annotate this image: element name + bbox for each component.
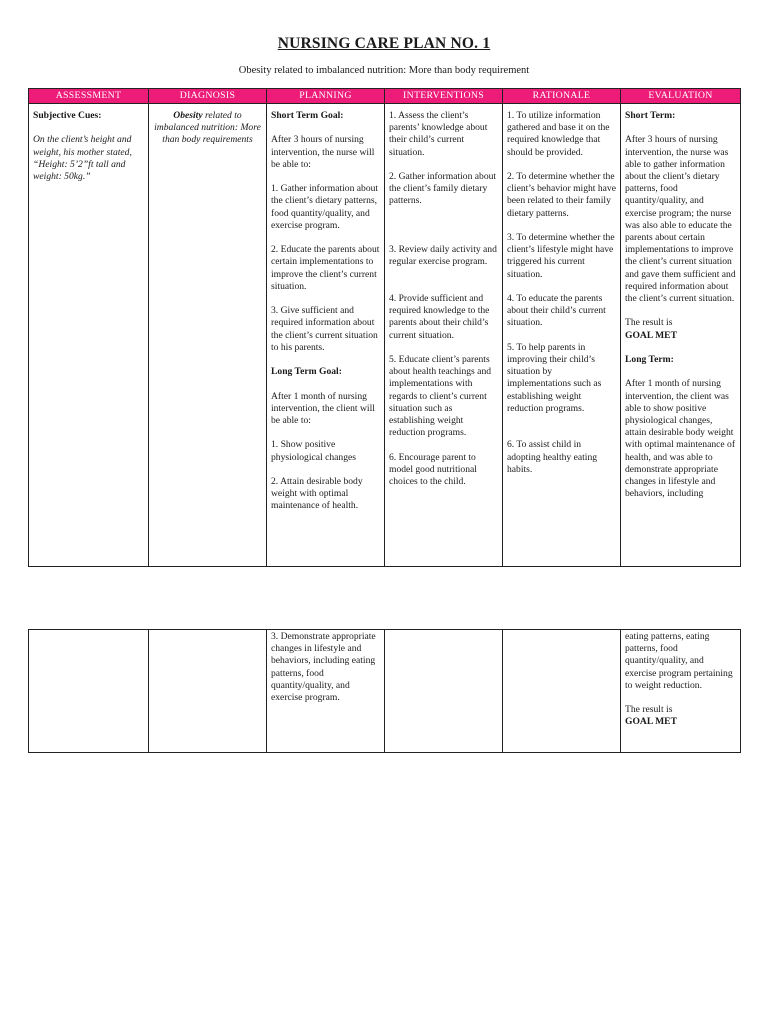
intervention-item: 4. Provide sufficient and required knowledge to the parents about their child’s current situation. <box>389 292 490 341</box>
header-interventions: INTERVENTIONS <box>385 89 503 104</box>
goal-met-label: GOAL MET <box>625 716 677 728</box>
short-term-goal-intro: After 3 hours of nursing intervention, the nurse will be able to: <box>271 134 375 170</box>
table-row <box>29 630 741 753</box>
planning-item: 2. Educate the parents about certain implementations to improve the client’s current situation. <box>271 244 380 292</box>
rationale-item: 6. To assist child in adopting healthy eating habits. <box>507 439 598 475</box>
short-term-goal-heading: Short Term Goal: <box>271 110 344 121</box>
result-label: The result is <box>625 704 673 716</box>
planning-cell <box>267 104 385 567</box>
diagnosis-term: Obesity <box>173 110 203 121</box>
short-term-evaluation: After 3 hours of nursing intervention, the nurse was able to gather information about the client’s dietary patterns, food quantity/quality, and exercise program; the nurse was also able to educate the parents about certain implementations to improve the client’s current situation and gave them sufficient and required information about the client’s current situation. <box>625 134 736 305</box>
document-subtitle: Obesity related to imbalanced nutrition: More than body requirement <box>238 65 530 76</box>
table-row <box>29 104 741 567</box>
rationale-item: 1. To utilize information gathered and base it on the required knowledge that should be provided. <box>507 110 610 158</box>
header-rationale: RATIONALE <box>503 89 621 104</box>
long-term-goal-intro: After 1 month of nursing intervention, the client will be able to: <box>271 390 375 426</box>
header-planning: PLANNING <box>267 89 385 104</box>
interventions-cell <box>385 104 503 567</box>
intervention-item: 6. Encourage parent to model good nutritional choices to the child. <box>389 451 477 487</box>
diagnosis-cell-continued <box>149 630 267 753</box>
header-row <box>29 89 741 104</box>
header-assessment: ASSESSMENT <box>29 89 149 104</box>
rationale-item: 3. To determine whether the client’s lifestyle might have triggered his current situation. <box>507 232 615 280</box>
assessment-cell <box>29 104 149 567</box>
rationale-item: 4. To educate the parents about their child’s current situation. <box>507 293 606 329</box>
planning-cell-continued <box>267 630 385 753</box>
intervention-item: 2. Gather information about the client’s family dietary patterns. <box>389 171 497 207</box>
long-term-goal-heading: Long Term Goal: <box>271 366 342 378</box>
result-label: The result is <box>625 317 673 329</box>
long-term-evaluation: After 1 month of nursing intervention, the client was able to show positive physiological changes, attain desirable body weight with optimal maintenance of health, and was able to demonstrate appropriate changes in lifestyle and behaviors, including <box>625 378 736 500</box>
assessment-cell-continued <box>29 630 149 753</box>
care-plan-table <box>28 88 741 567</box>
diagnosis-text: related to imbalanced nutrition: More than body requirements <box>154 110 261 146</box>
subjective-cue-text: On the client’s height and weight, his mother stated, “Height: 5’2”ft tall and weight: 50kg.” <box>33 134 132 182</box>
planning-item: 1. Show positive physiological changes <box>271 439 356 463</box>
rationale-cell <box>503 104 621 567</box>
evaluation-cell-continued <box>621 630 741 753</box>
document-title: NURSING CARE PLAN NO. 1 <box>277 35 491 52</box>
rationale-item: 2. To determine whether the client’s behavior might have been related to their family dietary patterns. <box>507 171 616 219</box>
planning-item: 3. Demonstrate appropriate changes in lifestyle and behaviors, including eating patterns, food quantity/quality, and exercise program. <box>271 631 376 704</box>
planning-item: 1. Gather information about the client’s dietary patterns, food quantity/quality, and exercise program. <box>271 183 379 231</box>
intervention-item: 1. Assess the client’s parents’ knowledge about their child’s current situation. <box>389 110 488 158</box>
header-diagnosis: DIAGNOSIS <box>149 89 267 104</box>
diagnosis-cell <box>149 104 267 567</box>
intervention-item: 3. Review daily activity and regular exercise program. <box>389 244 497 268</box>
short-term-heading: Short Term: <box>625 110 676 121</box>
planning-item: 2. Attain desirable body weight with optimal maintenance of health. <box>271 475 363 512</box>
long-term-evaluation-continued: eating patterns, eating patterns, food quantity/quality, and exercise program pertaining to weight reduction. <box>625 631 733 691</box>
evaluation-cell <box>621 104 741 567</box>
subjective-cues-heading: Subjective Cues: <box>33 110 102 121</box>
goal-met-label: GOAL MET <box>625 329 677 341</box>
care-plan-table-continued <box>28 629 741 753</box>
rationale-cell-continued <box>503 630 621 753</box>
intervention-item: 5. Educate client’s parents about health teachings and implementations with regards to client’s current situation such as establishing weight reduction programs. <box>389 353 492 439</box>
planning-item: 3. Give sufficient and required information about the client’s current situation to his parents. <box>271 305 378 353</box>
long-term-heading: Long Term: <box>625 354 674 366</box>
rationale-item: 5. To help parents in improving their child’s situation by implementations such as establishing weight reduction programs. <box>507 341 602 414</box>
interventions-cell-continued <box>385 630 503 753</box>
header-evaluation: EVALUATION <box>621 89 741 104</box>
